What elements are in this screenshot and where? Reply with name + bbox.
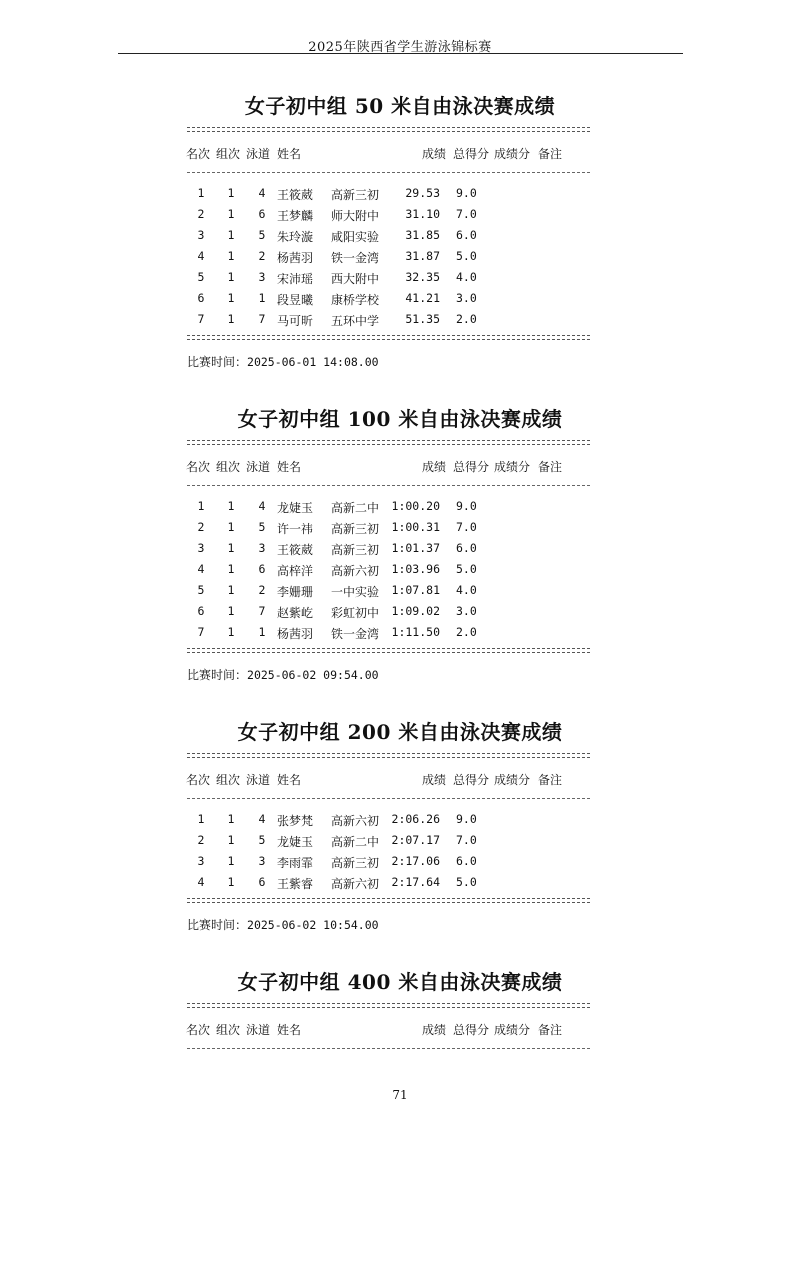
school-cell: 咸阳实验 xyxy=(331,230,380,244)
lane-cell: 3 xyxy=(258,541,266,555)
total-points-cell: 7.0 xyxy=(456,520,477,534)
double-rule xyxy=(187,335,590,340)
rank-cell: 7 xyxy=(197,312,205,326)
school-cell: 高新三初 xyxy=(331,522,380,536)
athlete-name-cell: 张梦梵 xyxy=(277,814,314,828)
total-points-cell: 9.0 xyxy=(456,186,477,200)
lane-cell: 2 xyxy=(258,583,266,597)
table-row xyxy=(0,625,800,643)
double-rule xyxy=(187,440,590,445)
rank-cell: 3 xyxy=(197,854,205,868)
col-remark-header: 备注 xyxy=(538,773,563,787)
rank-cell: 1 xyxy=(197,812,205,826)
school-cell: 铁一金湾 xyxy=(331,251,380,265)
rank-cell: 2 xyxy=(197,207,205,221)
result-time-cell: 2:17.64 xyxy=(391,875,440,889)
total-points-cell: 5.0 xyxy=(456,562,477,576)
table-row xyxy=(0,583,800,601)
col-rank-header: 名次 xyxy=(186,460,211,474)
double-rule xyxy=(187,898,590,903)
rank-cell: 3 xyxy=(197,228,205,242)
match-time-value: 2025-06-01 14:08.00 xyxy=(247,355,379,369)
rank-cell: 5 xyxy=(197,270,205,284)
school-cell: 康桥学校 xyxy=(331,293,380,307)
group-cell: 1 xyxy=(227,854,235,868)
athlete-name-cell: 李姗珊 xyxy=(277,585,314,599)
result-time-cell: 2:07.17 xyxy=(391,833,440,847)
group-cell: 1 xyxy=(227,583,235,597)
col-score-points-header: 成绩分 xyxy=(494,1023,531,1037)
match-time-label: 比赛时间： xyxy=(187,355,248,369)
match-time-value: 2025-06-02 09:54.00 xyxy=(247,668,379,682)
match-time-label: 比赛时间： xyxy=(187,668,248,682)
result-time-cell: 1:01.37 xyxy=(391,541,440,555)
lane-cell: 7 xyxy=(258,312,266,326)
school-cell: 铁一金湾 xyxy=(331,627,380,641)
total-points-cell: 5.0 xyxy=(456,249,477,263)
col-score-points-header: 成绩分 xyxy=(494,773,531,787)
col-lane-header: 泳道 xyxy=(246,147,271,161)
column-header-row xyxy=(0,458,800,474)
result-time-cell: 1:11.50 xyxy=(391,625,440,639)
group-cell: 1 xyxy=(227,499,235,513)
result-time-cell: 2:06.26 xyxy=(391,812,440,826)
total-points-cell: 5.0 xyxy=(456,875,477,889)
result-time-cell: 31.87 xyxy=(405,249,440,263)
col-name-header: 姓名 xyxy=(277,147,302,161)
lane-cell: 4 xyxy=(258,499,266,513)
col-group-header: 组次 xyxy=(216,773,241,787)
table-row xyxy=(0,499,800,517)
result-time-cell: 31.85 xyxy=(405,228,440,242)
result-time-cell: 1:00.31 xyxy=(391,520,440,534)
match-time xyxy=(187,666,379,683)
group-cell: 1 xyxy=(227,562,235,576)
athlete-name-cell: 李雨霏 xyxy=(277,856,314,870)
table-row xyxy=(0,228,800,246)
rank-cell: 5 xyxy=(197,583,205,597)
school-cell: 师大附中 xyxy=(331,209,380,223)
school-cell: 高新三初 xyxy=(331,188,380,202)
total-points-cell: 7.0 xyxy=(456,833,477,847)
table-row xyxy=(0,291,800,309)
lane-cell: 5 xyxy=(258,520,266,534)
header-rule xyxy=(187,798,590,799)
col-rank-header: 名次 xyxy=(186,147,211,161)
col-time-header: 成绩 xyxy=(422,1023,447,1037)
double-rule xyxy=(187,127,590,132)
header-rule xyxy=(118,53,683,54)
lane-cell: 3 xyxy=(258,854,266,868)
rank-cell: 1 xyxy=(197,186,205,200)
col-score-points-header: 成绩分 xyxy=(494,147,531,161)
col-group-header: 组次 xyxy=(216,460,241,474)
result-time-cell: 1:09.02 xyxy=(391,604,440,618)
rank-cell: 2 xyxy=(197,520,205,534)
school-cell: 高新二中 xyxy=(331,835,380,849)
match-time-value: 2025-06-02 10:54.00 xyxy=(247,918,379,932)
athlete-name-cell: 朱玲漩 xyxy=(277,230,314,244)
lane-cell: 6 xyxy=(258,207,266,221)
group-cell: 1 xyxy=(227,228,235,242)
school-cell: 高新六初 xyxy=(331,877,380,891)
column-header-row xyxy=(0,145,800,161)
rank-cell: 1 xyxy=(197,499,205,513)
col-lane-header: 泳道 xyxy=(246,1023,271,1037)
group-cell: 1 xyxy=(227,291,235,305)
rank-cell: 4 xyxy=(197,562,205,576)
section-title: 女子初中组 400 米自由泳决赛成绩 xyxy=(237,970,563,994)
lane-cell: 1 xyxy=(258,625,266,639)
athlete-name-cell: 王梦麟 xyxy=(277,209,314,223)
rank-cell: 4 xyxy=(197,875,205,889)
total-points-cell: 6.0 xyxy=(456,854,477,868)
col-time-header: 成绩 xyxy=(422,773,447,787)
column-header-row xyxy=(0,771,800,787)
page-number: 71 xyxy=(392,1088,408,1102)
result-time-cell: 1:00.20 xyxy=(391,499,440,513)
lane-cell: 1 xyxy=(258,291,266,305)
athlete-name-cell: 赵紫屹 xyxy=(277,606,314,620)
school-cell: 高新六初 xyxy=(331,814,380,828)
rank-cell: 4 xyxy=(197,249,205,263)
athlete-name-cell: 杨茜羽 xyxy=(277,627,314,641)
group-cell: 1 xyxy=(227,604,235,618)
school-cell: 高新三初 xyxy=(331,543,380,557)
table-row xyxy=(0,812,800,830)
col-lane-header: 泳道 xyxy=(246,773,271,787)
col-lane-header: 泳道 xyxy=(246,460,271,474)
group-cell: 1 xyxy=(227,207,235,221)
col-total-points-header: 总得分 xyxy=(453,1023,490,1037)
table-row xyxy=(0,875,800,893)
result-time-cell: 2:17.06 xyxy=(391,854,440,868)
table-row xyxy=(0,604,800,622)
school-cell: 高新三初 xyxy=(331,856,380,870)
col-group-header: 组次 xyxy=(216,1023,241,1037)
rank-cell: 6 xyxy=(197,291,205,305)
lane-cell: 7 xyxy=(258,604,266,618)
athlete-name-cell: 王筱葳 xyxy=(277,543,314,557)
col-total-points-header: 总得分 xyxy=(453,460,490,474)
col-time-header: 成绩 xyxy=(422,460,447,474)
section-title: 女子初中组 100 米自由泳决赛成绩 xyxy=(237,407,563,431)
group-cell: 1 xyxy=(227,186,235,200)
athlete-name-cell: 龙婕玉 xyxy=(277,835,314,849)
double-rule xyxy=(187,753,590,758)
col-rank-header: 名次 xyxy=(186,1023,211,1037)
athlete-name-cell: 龙婕玉 xyxy=(277,501,314,515)
total-points-cell: 9.0 xyxy=(456,812,477,826)
result-time-cell: 41.21 xyxy=(405,291,440,305)
lane-cell: 2 xyxy=(258,249,266,263)
athlete-name-cell: 杨茜羽 xyxy=(277,251,314,265)
school-cell: 彩虹初中 xyxy=(331,606,380,620)
total-points-cell: 4.0 xyxy=(456,270,477,284)
col-score-points-header: 成绩分 xyxy=(494,460,531,474)
group-cell: 1 xyxy=(227,249,235,263)
total-points-cell: 9.0 xyxy=(456,499,477,513)
table-row xyxy=(0,249,800,267)
total-points-cell: 2.0 xyxy=(456,625,477,639)
column-header-row xyxy=(0,1021,800,1037)
athlete-name-cell: 高梓洋 xyxy=(277,564,314,578)
athlete-name-cell: 王筱葳 xyxy=(277,188,314,202)
table-row xyxy=(0,833,800,851)
table-row xyxy=(0,541,800,559)
group-cell: 1 xyxy=(227,520,235,534)
col-name-header: 姓名 xyxy=(277,460,302,474)
section-title: 女子初中组 200 米自由泳决赛成绩 xyxy=(237,720,563,744)
header-rule xyxy=(187,485,590,486)
total-points-cell: 3.0 xyxy=(456,604,477,618)
result-time-cell: 31.10 xyxy=(405,207,440,221)
school-cell: 一中实验 xyxy=(331,585,380,599)
lane-cell: 4 xyxy=(258,186,266,200)
page-header: 2025年陕西省学生游泳锦标赛 xyxy=(308,40,492,55)
lane-cell: 4 xyxy=(258,812,266,826)
athlete-name-cell: 宋沛瑶 xyxy=(277,272,314,286)
rank-cell: 3 xyxy=(197,541,205,555)
school-cell: 高新二中 xyxy=(331,501,380,515)
col-remark-header: 备注 xyxy=(538,460,563,474)
col-total-points-header: 总得分 xyxy=(453,773,490,787)
school-cell: 五环中学 xyxy=(331,314,380,328)
lane-cell: 3 xyxy=(258,270,266,284)
lane-cell: 6 xyxy=(258,562,266,576)
table-row xyxy=(0,207,800,225)
total-points-cell: 2.0 xyxy=(456,312,477,326)
col-name-header: 姓名 xyxy=(277,1023,302,1037)
table-row xyxy=(0,854,800,872)
table-row xyxy=(0,186,800,204)
match-time-label: 比赛时间： xyxy=(187,918,248,932)
results-section xyxy=(0,403,800,723)
total-points-cell: 6.0 xyxy=(456,541,477,555)
col-remark-header: 备注 xyxy=(538,147,563,161)
header-rule xyxy=(187,1048,590,1049)
result-time-cell: 32.35 xyxy=(405,270,440,284)
total-points-cell: 6.0 xyxy=(456,228,477,242)
double-rule xyxy=(187,648,590,653)
header-rule xyxy=(187,172,590,173)
match-time xyxy=(187,916,379,933)
col-rank-header: 名次 xyxy=(186,773,211,787)
athlete-name-cell: 王紫睿 xyxy=(277,877,314,891)
group-cell: 1 xyxy=(227,541,235,555)
group-cell: 1 xyxy=(227,833,235,847)
school-cell: 高新六初 xyxy=(331,564,380,578)
result-time-cell: 29.53 xyxy=(405,186,440,200)
result-time-cell: 51.35 xyxy=(405,312,440,326)
rank-cell: 7 xyxy=(197,625,205,639)
col-remark-header: 备注 xyxy=(538,1023,563,1037)
col-time-header: 成绩 xyxy=(422,147,447,161)
group-cell: 1 xyxy=(227,812,235,826)
table-row xyxy=(0,562,800,580)
result-time-cell: 1:03.96 xyxy=(391,562,440,576)
results-section xyxy=(0,966,800,1286)
col-name-header: 姓名 xyxy=(277,773,302,787)
group-cell: 1 xyxy=(227,270,235,284)
lane-cell: 5 xyxy=(258,833,266,847)
group-cell: 1 xyxy=(227,625,235,639)
athlete-name-cell: 段昱曦 xyxy=(277,293,314,307)
results-section xyxy=(0,90,800,410)
table-row xyxy=(0,270,800,288)
match-time xyxy=(187,353,379,370)
section-title: 女子初中组 50 米自由泳决赛成绩 xyxy=(244,94,556,118)
athlete-name-cell: 许一祎 xyxy=(277,522,314,536)
double-rule xyxy=(187,1003,590,1008)
group-cell: 1 xyxy=(227,875,235,889)
total-points-cell: 4.0 xyxy=(456,583,477,597)
rank-cell: 6 xyxy=(197,604,205,618)
col-total-points-header: 总得分 xyxy=(453,147,490,161)
school-cell: 西大附中 xyxy=(331,272,380,286)
result-time-cell: 1:07.81 xyxy=(391,583,440,597)
lane-cell: 5 xyxy=(258,228,266,242)
athlete-name-cell: 马可昕 xyxy=(277,314,314,328)
table-row xyxy=(0,312,800,330)
group-cell: 1 xyxy=(227,312,235,326)
lane-cell: 6 xyxy=(258,875,266,889)
rank-cell: 2 xyxy=(197,833,205,847)
total-points-cell: 7.0 xyxy=(456,207,477,221)
total-points-cell: 3.0 xyxy=(456,291,477,305)
col-group-header: 组次 xyxy=(216,147,241,161)
table-row xyxy=(0,520,800,538)
